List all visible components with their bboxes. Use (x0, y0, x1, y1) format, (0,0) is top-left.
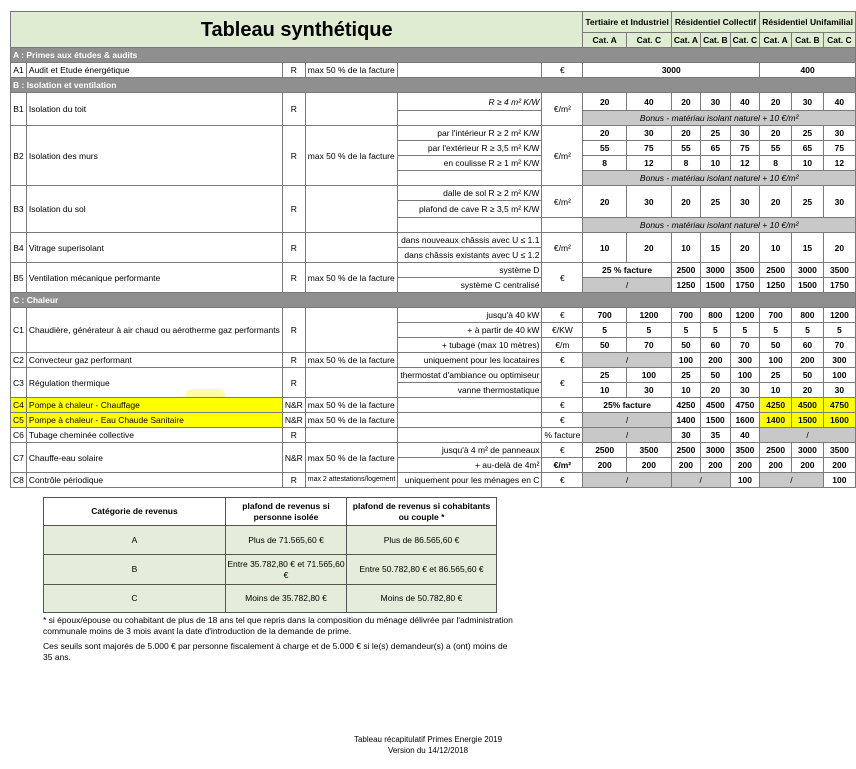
value-cell: 15 (701, 233, 731, 263)
row-code: C5 (11, 413, 27, 428)
value-cell: 25 % facture (583, 263, 671, 278)
value-cell: 55 (583, 141, 627, 156)
footer-title: Tableau récapitulatif Primes Energie 2019 (353, 735, 503, 744)
value-cell: 30 (792, 93, 824, 111)
unit-cell: € (542, 263, 583, 293)
value-cell: 20 (583, 186, 627, 218)
revenue-header: plafond de revenus si personne isolée (226, 498, 347, 526)
value-cell: 40 (730, 428, 760, 443)
value-cell: 4250 (671, 398, 700, 413)
row-name: Audit et Etude énergétique (26, 63, 282, 78)
section-header-b: B : Isolation et ventilation (11, 78, 856, 93)
value-cell: 400 (760, 63, 856, 78)
value-cell: 70 (823, 338, 855, 353)
value-cell: 2500 (671, 443, 700, 458)
type-cell: N&R (282, 413, 305, 428)
value-cell: 1400 (760, 413, 792, 428)
row-code: C6 (11, 428, 27, 443)
revenue-cell: B (44, 555, 226, 585)
value-cell: 30 (730, 126, 760, 141)
unit-cell: €/m² (542, 126, 583, 186)
cat-header: Cat. B (792, 33, 824, 48)
value-cell: 100 (626, 368, 671, 383)
group-header-unifamilial: Résidentiel Unifamilial (760, 12, 856, 33)
type-cell: R (282, 63, 305, 78)
revenue-cell: Entre 50.782,80 € et 86.565,60 € (347, 555, 497, 585)
bonus-note: Bonus - matériau isolant naturel + 10 €/m² (583, 218, 856, 233)
cat-header: Cat. A (671, 33, 700, 48)
value-cell: 25 (701, 186, 731, 218)
limit-cell: max 50 % de la facture (305, 263, 398, 293)
value-cell: 5 (626, 323, 671, 338)
condition-cell: jusqu'à 40 kW (398, 308, 542, 323)
unit-cell: € (542, 368, 583, 398)
unit-cell: €/m² (542, 186, 583, 218)
value-cell: 200 (583, 458, 627, 473)
row-code: C3 (11, 368, 27, 398)
table-row (11, 308, 856, 323)
value-cell: / (583, 353, 671, 368)
value-cell: 2500 (671, 263, 700, 278)
revenue-cell: A (44, 526, 226, 555)
table-row (11, 263, 856, 278)
value-cell: 1500 (701, 278, 731, 293)
value-cell: 100 (760, 353, 792, 368)
revenue-cell: C (44, 585, 226, 613)
revenue-cell: Moins de 50.782,80 € (347, 585, 497, 613)
revenue-cell: Entre 35.782,80 € et 71.565,60 € (226, 555, 347, 585)
value-cell: 1750 (730, 278, 760, 293)
table-row (11, 368, 856, 383)
row-code: B4 (11, 233, 27, 263)
value-cell: 4750 (730, 398, 760, 413)
value-cell: 20 (583, 93, 627, 111)
cat-header: Cat. A (583, 33, 627, 48)
value-cell: 700 (760, 308, 792, 323)
value-cell: 30 (626, 383, 671, 398)
row-code: C8 (11, 473, 27, 488)
value-cell: 5 (730, 323, 760, 338)
table-row (11, 93, 856, 111)
value-cell: 10 (583, 233, 627, 263)
row-name: Pompe à chaleur - Eau Chaude Sanitaire (26, 413, 282, 428)
row-code: B2 (11, 126, 27, 186)
condition-cell: uniquement pour les ménages en C (398, 473, 542, 488)
row-name: Pompe à chaleur - Chauffage (26, 398, 282, 413)
condition-cell: par l'intérieur R ≥ 2 m² K/W (398, 126, 542, 141)
value-cell: 30 (626, 186, 671, 218)
value-cell: 4500 (792, 398, 824, 413)
cat-header: Cat. C (626, 33, 671, 48)
value-cell: 4750 (823, 398, 855, 413)
value-cell: / (671, 473, 730, 488)
table-row (44, 526, 497, 555)
value-cell: 25 (792, 126, 824, 141)
row-name: Vitrage superisolant (26, 233, 282, 263)
value-cell: 30 (730, 383, 760, 398)
condition-cell: plafond de cave R ≥ 3,5 m² K/W (398, 201, 542, 218)
value-cell: 8 (583, 156, 627, 171)
value-cell: 55 (760, 141, 792, 156)
value-cell: 40 (823, 93, 855, 111)
value-cell: / (583, 473, 671, 488)
value-cell: 100 (671, 353, 700, 368)
row-code: C4 (11, 398, 27, 413)
value-cell: 4500 (701, 398, 731, 413)
unit-cell: €/m (542, 338, 583, 353)
value-cell: / (583, 428, 671, 443)
value-cell: 1500 (701, 413, 731, 428)
type-cell: N&R (282, 443, 305, 473)
value-cell: 5 (760, 323, 792, 338)
value-cell: 30 (730, 186, 760, 218)
value-cell: 10 (792, 156, 824, 171)
value-cell: 5 (701, 323, 731, 338)
value-cell: 20 (760, 93, 792, 111)
revenue-cell: Moins de 35.782,80 € (226, 585, 347, 613)
value-cell: 20 (760, 186, 792, 218)
cat-header: Cat. C (823, 33, 855, 48)
value-cell: 200 (626, 458, 671, 473)
value-cell: 70 (626, 338, 671, 353)
value-cell: 1200 (626, 308, 671, 323)
value-cell: 1750 (823, 278, 855, 293)
section-header-a: A : Primes aux études & audits (11, 48, 856, 63)
value-cell: 12 (730, 156, 760, 171)
revenue-cell: Plus de 71.565,60 € (226, 526, 347, 555)
value-cell: 25 (792, 186, 824, 218)
row-name: Tubage cheminée collective (26, 428, 282, 443)
value-cell: 50 (792, 368, 824, 383)
value-cell: 2500 (583, 443, 627, 458)
value-cell: 20 (671, 126, 700, 141)
value-cell: 1200 (823, 308, 855, 323)
unit-cell: €/KW (542, 323, 583, 338)
value-cell: 12 (626, 156, 671, 171)
value-cell: 75 (626, 141, 671, 156)
value-cell: 200 (701, 458, 731, 473)
revenue-cell: Plus de 86.565,60 € (347, 526, 497, 555)
value-cell: 20 (760, 126, 792, 141)
value-cell: 100 (730, 473, 760, 488)
value-cell: 15 (792, 233, 824, 263)
value-cell: 20 (730, 233, 760, 263)
value-cell: 20 (701, 383, 731, 398)
row-code: B3 (11, 186, 27, 233)
value-cell: 65 (701, 141, 731, 156)
threshold-note: Ces seuils sont majorés de 5.000 € par personne fiscalement à charge et de 5.000 € si le(s) demandeur(s) a (ont) moins de 35 ans. (43, 641, 508, 662)
value-cell: / (760, 428, 856, 443)
value-cell: 200 (792, 458, 824, 473)
type-cell: N&R (282, 398, 305, 413)
value-cell: 200 (760, 458, 792, 473)
unit-cell: € (542, 473, 583, 488)
value-cell: 1600 (730, 413, 760, 428)
value-cell: 300 (823, 353, 855, 368)
value-cell: 200 (730, 458, 760, 473)
value-cell: 70 (730, 338, 760, 353)
table-row (44, 555, 497, 585)
value-cell: 1500 (792, 278, 824, 293)
condition-cell: par l'extérieur R ≥ 3,5 m² K/W (398, 141, 542, 156)
value-cell: 20 (626, 233, 671, 263)
value-cell: 1200 (730, 308, 760, 323)
unit-cell: € (542, 353, 583, 368)
value-cell: 3500 (823, 263, 855, 278)
row-code: C7 (11, 443, 27, 473)
value-cell: 200 (823, 458, 855, 473)
value-cell: 700 (583, 308, 627, 323)
condition-cell: en coulisse R ≥ 1 m² K/W (398, 156, 542, 171)
cat-header: Cat. C (730, 33, 760, 48)
value-cell: 30 (823, 186, 855, 218)
value-cell: 5 (823, 323, 855, 338)
value-cell: 3500 (626, 443, 671, 458)
value-cell: 700 (671, 308, 700, 323)
condition-cell: + au-delà de 4m² (398, 458, 542, 473)
condition-cell: dalle de sol R ≥ 2 m² K/W (398, 186, 542, 201)
limit-cell: max 50 % de la facture (305, 63, 398, 78)
value-cell: 5 (583, 323, 627, 338)
table-row (11, 473, 856, 488)
type-cell: R (282, 428, 305, 443)
table-row (11, 63, 856, 78)
value-cell: 8 (671, 156, 700, 171)
row-name: Régulation thermique (26, 368, 282, 398)
condition-cell: thermostat d'ambiance ou optimiseur (398, 368, 542, 383)
unit-cell: €/m² (542, 458, 583, 473)
unit-cell: €/m² (542, 233, 583, 263)
table-row (11, 126, 856, 141)
type-cell: R (282, 186, 305, 233)
value-cell: 30 (671, 428, 700, 443)
limit-cell: max 50 % de la facture (305, 353, 398, 368)
table-row (44, 585, 497, 613)
value-cell: 1400 (671, 413, 700, 428)
row-name: Chaudière, générateur à air chaud ou aérotherme gaz performants (26, 308, 282, 353)
table-row (11, 186, 856, 201)
value-cell: 1250 (671, 278, 700, 293)
value-cell: 20 (671, 186, 700, 218)
limit-cell: max 50 % de la facture (305, 413, 398, 428)
row-code: C1 (11, 308, 27, 353)
value-cell: 50 (583, 338, 627, 353)
value-cell: 60 (701, 338, 731, 353)
table-row (11, 443, 856, 458)
value-cell: 55 (671, 141, 700, 156)
value-cell: 25 (583, 368, 627, 383)
group-header-tertiaire: Tertiaire et Industriel (583, 12, 671, 33)
value-cell: 20 (583, 126, 627, 141)
value-cell: 10 (671, 383, 700, 398)
row-name: Chauffe-eau solaire (26, 443, 282, 473)
type-cell: R (282, 368, 305, 398)
bonus-note: Bonus - matériau isolant naturel + 10 €/m² (583, 111, 856, 126)
value-cell: 5 (792, 323, 824, 338)
type-cell: R (282, 126, 305, 186)
value-cell: 50 (671, 338, 700, 353)
type-cell: R (282, 93, 305, 126)
value-cell: 30 (823, 126, 855, 141)
value-cell: 3000 (583, 63, 760, 78)
table-row (11, 413, 856, 428)
value-cell: 30 (823, 383, 855, 398)
value-cell: 5 (671, 323, 700, 338)
value-cell: 25 (701, 126, 731, 141)
value-cell: 12 (823, 156, 855, 171)
table-row (11, 233, 856, 248)
bonus-note: Bonus - matériau isolant naturel + 10 €/m² (583, 171, 856, 186)
limit-cell: max 2 attestations/logement (305, 473, 398, 488)
row-name: Convecteur gaz performant (26, 353, 282, 368)
value-cell: 20 (823, 233, 855, 263)
value-cell: 2500 (760, 263, 792, 278)
condition-cell: dans châssis existants avec U ≤ 1.2 (398, 248, 542, 263)
value-cell: 1600 (823, 413, 855, 428)
value-cell: 50 (760, 338, 792, 353)
table-row (11, 428, 856, 443)
type-cell: R (282, 233, 305, 263)
condition-cell: système C centralisé (398, 278, 542, 293)
value-cell: 3500 (730, 263, 760, 278)
footnote: * si époux/épouse ou cohabitant de plus de 18 ans tel que repris dans la composition du ménage délivrée par l'administration communale moins de 3 mois avant la date d'introduction de la demande de prime. (43, 615, 513, 636)
value-cell: 100 (823, 473, 855, 488)
unit-cell: % facture (542, 428, 583, 443)
row-code: B5 (11, 263, 27, 293)
section-header-c: C : Chaleur (11, 293, 856, 308)
condition-cell: + tubage (max 10 mètres) (398, 338, 542, 353)
condition-cell: dans nouveaux châssis avec U ≤ 1.1 (398, 233, 542, 248)
type-cell: R (282, 263, 305, 293)
condition-cell: + à partir de 40 kW (398, 323, 542, 338)
value-cell: 75 (823, 141, 855, 156)
condition-cell: système D (398, 263, 542, 278)
row-name: Ventilation mécanique performante (26, 263, 282, 293)
value-cell: 2500 (760, 443, 792, 458)
value-cell: 25 (760, 368, 792, 383)
row-name: Isolation du toit (26, 93, 282, 126)
row-code: C2 (11, 353, 27, 368)
value-cell: 35 (701, 428, 731, 443)
value-cell: 10 (671, 233, 700, 263)
value-cell: 8 (760, 156, 792, 171)
row-name: Isolation des murs (26, 126, 282, 186)
value-cell: 4250 (760, 398, 792, 413)
limit-cell: max 50 % de la facture (305, 126, 398, 186)
value-cell: 100 (730, 368, 760, 383)
row-code: A1 (11, 63, 27, 78)
value-cell: 3000 (792, 263, 824, 278)
value-cell: 30 (701, 93, 731, 111)
condition-cell: uniquement pour les locataires (398, 353, 542, 368)
value-cell: 40 (730, 93, 760, 111)
value-cell: 1500 (792, 413, 824, 428)
value-cell: 75 (730, 141, 760, 156)
value-cell: 3500 (730, 443, 760, 458)
limit-cell: max 50 % de la facture (305, 443, 398, 473)
revenue-header: plafond de revenus si cohabitants ou couple * (347, 498, 497, 526)
value-cell: 60 (792, 338, 824, 353)
condition-cell: jusqu'à 4 m² de panneaux (398, 443, 542, 458)
table-row (11, 353, 856, 368)
value-cell: 300 (730, 353, 760, 368)
value-cell: 40 (626, 93, 671, 111)
value-cell: 10 (760, 233, 792, 263)
row-name: Contrôle périodique (26, 473, 282, 488)
value-cell: 3000 (792, 443, 824, 458)
value-cell: 100 (823, 368, 855, 383)
group-header-collectif: Résidentiel Collectif (671, 12, 759, 33)
value-cell: 200 (792, 353, 824, 368)
value-cell: 30 (626, 126, 671, 141)
value-cell: 25 (671, 368, 700, 383)
value-cell: 65 (792, 141, 824, 156)
summary-table (10, 11, 856, 488)
value-cell: 10 (701, 156, 731, 171)
unit-cell: € (542, 63, 583, 78)
unit-cell: € (542, 398, 583, 413)
page-title: Tableau synthétique (11, 12, 583, 48)
value-cell: 10 (583, 383, 627, 398)
value-cell: 200 (701, 353, 731, 368)
footer-version: Version du 14/12/2018 (387, 746, 469, 755)
value-cell: 3000 (701, 443, 731, 458)
value-cell: / (760, 473, 824, 488)
cat-header: Cat. B (701, 33, 731, 48)
value-cell: 20 (671, 93, 700, 111)
type-cell: R (282, 473, 305, 488)
value-cell: / (583, 278, 671, 293)
value-cell: 800 (792, 308, 824, 323)
value-cell: 3000 (701, 263, 731, 278)
unit-cell: € (542, 443, 583, 458)
unit-cell: € (542, 308, 583, 323)
value-cell: 25% facture (583, 398, 671, 413)
row-code: B1 (11, 93, 27, 126)
revenue-header: Catégorie de revenus (44, 498, 226, 526)
cat-header: Cat. A (760, 33, 792, 48)
value-cell: 20 (792, 383, 824, 398)
value-cell: 10 (760, 383, 792, 398)
condition-cell: R ≥ 4 m² K/W (398, 93, 542, 111)
value-cell: 3500 (823, 443, 855, 458)
table-row (11, 398, 856, 413)
type-cell: R (282, 308, 305, 353)
row-name: Isolation du sol (26, 186, 282, 233)
limit-cell: max 50 % de la facture (305, 398, 398, 413)
unit-cell: € (542, 413, 583, 428)
value-cell: 1250 (760, 278, 792, 293)
unit-cell: €/m² (542, 93, 583, 126)
value-cell: / (583, 413, 671, 428)
value-cell: 800 (701, 308, 731, 323)
value-cell: 50 (701, 368, 731, 383)
revenue-table (43, 497, 497, 613)
condition-cell: vanne thermostatique (398, 383, 542, 398)
value-cell: 200 (671, 458, 700, 473)
type-cell: R (282, 353, 305, 368)
